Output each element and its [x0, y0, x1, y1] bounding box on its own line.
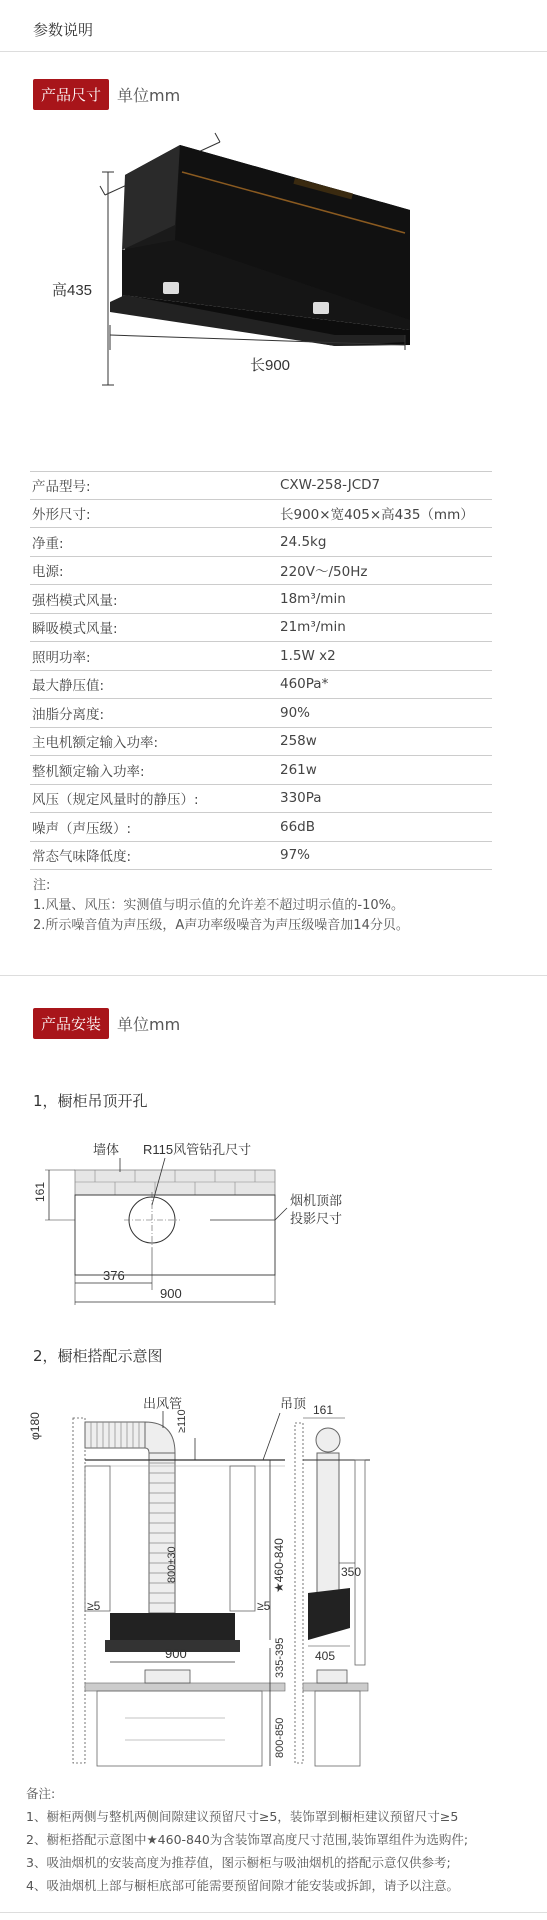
range-hood-illustration	[52, 130, 430, 450]
phi180-label: φ180	[28, 1412, 42, 1440]
spec-label: 常态气味降低度:	[32, 849, 132, 866]
spec-label: 外形尺寸:	[32, 507, 91, 524]
install-note-line: 2、橱柜搭配示意图中★460-840为含装饰罩高度尺寸范围,装饰罩组件为选购件;	[26, 1832, 469, 1847]
spec-value: 18m³/min	[280, 590, 346, 607]
spec-row	[30, 528, 492, 557]
page-title: 参数说明	[33, 21, 94, 39]
spec-value: 90%	[280, 704, 311, 721]
hole-label: R115风管钻孔尺寸	[143, 1142, 252, 1157]
install-notes	[26, 1782, 468, 1897]
projection-label: 投影尺寸	[290, 1211, 343, 1226]
notes-line: 1.风量、风压：实测值与明示值的允许差不超过明示值的-10%。	[33, 898, 404, 913]
range-800-label: 800-850	[274, 1717, 286, 1758]
range-label: ★460-840	[272, 1538, 286, 1593]
ge110-label: ≥110	[176, 1409, 188, 1433]
ceiling-label: 吊顶	[280, 1396, 307, 1411]
spec-label: 整机额定输入功率:	[32, 763, 145, 780]
spec-value: CXW-258-JCD7	[280, 477, 381, 494]
spec-value: 220V～/50Hz	[280, 564, 368, 581]
spec-value: 长900×宽405×高435（mm）	[280, 507, 474, 524]
size-section-tag: 产品尺寸	[33, 79, 109, 110]
spec-label: 照明功率:	[32, 649, 91, 666]
spec-value: 258w	[280, 733, 317, 750]
spec-label: 风压（规定风量时的静压）:	[32, 792, 199, 809]
install-note-line: 4、吸油烟机上部与橱柜底部可能需要预留间隙才能安装或拆卸，请予以注意。	[26, 1878, 459, 1893]
length-label: 长900	[250, 357, 291, 374]
ceiling-hole-diagram	[25, 1120, 355, 1315]
size-section-header	[33, 79, 180, 109]
gap-left-label: ≥5	[87, 1599, 101, 1613]
height-800-label: 800±30	[166, 1546, 178, 1583]
spec-table	[30, 471, 492, 870]
spec-row	[30, 699, 492, 728]
dim-161: 161	[33, 1181, 47, 1202]
spec-label: 净重:	[32, 535, 64, 552]
spec-row	[30, 557, 492, 586]
step1-title: 1，橱柜吊顶开孔	[33, 1092, 148, 1110]
spec-value: 261w	[280, 761, 317, 778]
spec-row	[30, 728, 492, 757]
spec-value: 66dB	[280, 818, 316, 835]
height-label: 高435	[52, 282, 93, 299]
spec-value: 330Pa	[280, 790, 322, 807]
install-section-unit: 单位mm	[117, 1014, 181, 1034]
cabinet-layout-diagram	[25, 1378, 435, 1773]
side-161-label: 161	[313, 1403, 334, 1417]
size-section-unit: 单位mm	[117, 85, 181, 105]
duct-label: 出风管	[143, 1396, 183, 1411]
projection-label: 烟机顶部	[290, 1193, 343, 1208]
spec-label: 噪声（声压级）:	[32, 820, 132, 837]
spec-value: 97%	[280, 847, 311, 864]
install-note-line: 3、吸油烟机的安装高度为推荐值，图示橱柜与吸油烟机的搭配示意仅供参考;	[26, 1855, 451, 1870]
install-note-line: 1、橱柜两侧与整机两侧间隙建议预留尺寸≥5，装饰罩到橱柜建议预留尺寸≥5	[26, 1809, 459, 1824]
width-900-label: 900	[165, 1646, 187, 1661]
dim-900: 900	[160, 1286, 182, 1301]
page-header	[0, 0, 547, 52]
spec-label: 主电机额定输入功率:	[32, 735, 159, 752]
wall-label: 墙体	[93, 1142, 120, 1157]
spec-label: 瞬吸模式风量:	[32, 621, 118, 638]
spec-row	[30, 471, 492, 500]
spec-notes	[33, 876, 409, 936]
spec-row	[30, 642, 492, 671]
spec-label: 电源:	[32, 564, 64, 581]
dim-376: 376	[103, 1268, 125, 1283]
spec-label: 强档模式风量:	[32, 592, 118, 609]
spec-value: 460Pa*	[280, 676, 329, 693]
spec-row	[30, 500, 492, 529]
side-405-label: 405	[315, 1649, 336, 1663]
spec-row	[30, 842, 492, 871]
bottom-divider	[0, 1912, 547, 1913]
notes-line: 2.所示噪音值为声压级，A声功率级噪音为声压级噪音加14分贝。	[33, 918, 409, 933]
section-divider	[0, 975, 547, 976]
spec-row	[30, 585, 492, 614]
install-notes-title: 备注:	[26, 1786, 56, 1801]
gap-right-label: ≥5	[257, 1599, 271, 1613]
spec-label: 产品型号:	[32, 479, 91, 496]
side-350-label: 350	[341, 1565, 362, 1579]
spec-value: 1.5W x2	[280, 647, 336, 664]
spec-value: 24.5kg	[280, 533, 327, 550]
install-section-tag: 产品安装	[33, 1008, 109, 1039]
spec-row	[30, 671, 492, 700]
spec-value: 21m³/min	[280, 619, 346, 636]
spec-row	[30, 614, 492, 643]
spec-label: 最大静压值:	[32, 678, 105, 695]
spec-row	[30, 756, 492, 785]
step2-title: 2，橱柜搭配示意图	[33, 1347, 163, 1365]
spec-label: 油脂分离度:	[32, 706, 105, 723]
range-335-label: 335-395	[274, 1637, 286, 1678]
spec-row	[30, 785, 492, 814]
notes-title: 注:	[33, 878, 51, 893]
spec-row	[30, 813, 492, 842]
install-section-header	[33, 1008, 180, 1038]
